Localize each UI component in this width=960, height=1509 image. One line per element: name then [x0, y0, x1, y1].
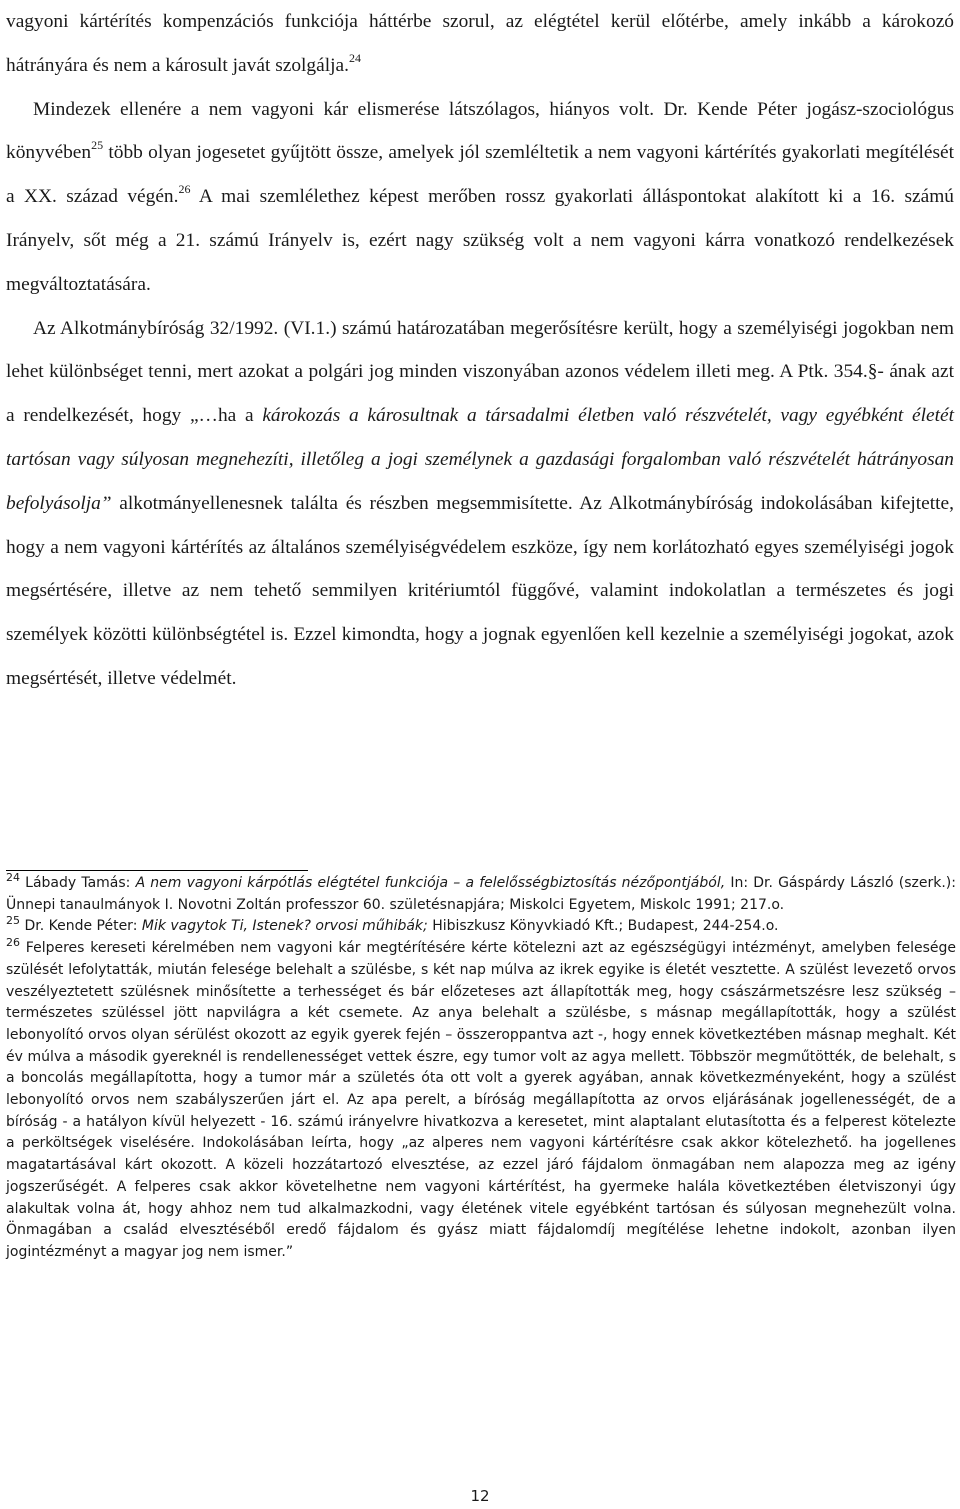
main-text: [6, 0, 954, 701]
paragraph-3: [6, 307, 954, 701]
footnote-24-title: A nem vagyoni kárpótlás elégtétel funkciója – a felelősségbiztosítás nézőpontjából,: [135, 875, 726, 891]
footnote-ref-24: 24: [348, 50, 361, 65]
footnote-25: [6, 916, 956, 938]
paragraph-3-text-a: Az Alkotmánybíróság 32/1992. (VI.1.) számú határozatában megerősítésre került, hogy a személyiségi jogokban nem lehet különbséget tenni, mert azokat a polgári jog minden viszonyában azonos védelem illeti meg. A Ptk. 354.: [6, 317, 954, 383]
footnote-24-number: 24: [6, 871, 20, 884]
footnote-24: [6, 873, 956, 916]
footnote-25-text-a: Dr. Kende Péter:: [20, 918, 142, 935]
quoted-provision: károkozás a károsultnak a társadalmi életben való részvételét, vagy egyébként életét tartósan vagy súlyosan megnehezíti, illetőleg a jogi személynek a gazdasági forgalomban való részvételét hátrányosan befolyásolja”: [6, 405, 954, 514]
footnote-24-text-b: In: Dr. Gáspárdy László (szerk.): Ünnepi tanaulmányok I. Novotni Zoltán professzor 60. születésnapjára; Miskolci Egyetem, Miskolc 1991; 217.o.: [6, 875, 956, 913]
paragraph-1: [6, 0, 954, 88]
paragraph-3-text-b: - ának azt a rendelkezését, hogy „…ha a: [6, 361, 954, 427]
footnotes: [6, 873, 956, 1264]
footnote-26-text: Felperes kereseti kérelmében nem vagyoni kár megtérítésére kérte kötelezni azt az egészségügyi intézményt, amelyben felesége szülését lefolytatták, miután felesége belehalt a szülésbe, s két nap múlva az ikrek egyike is életét vesztette. A szülést levezető orvos veszélyeztetett szülésnek minősítette a terhességet és bár előzeteses azt állapították meg, hogy császármetszésre lesz szükség – természetes szüléssel jött napvilágra a két csemete. Az anya belehalt a szülésbe, s másnap megállapították, hogy a szülést lebonyolító orvos olyan sérülést okozott az egyik gyerek fején – összeroppantva azt -, hogy ennek következtében másnap meghalt. Két év múlva a második gyereknél is rendellenességet vettek észre, egy tumor volt az agya mellett. Többször megműtötték, de belehalt, s a boncolás megállapította, hogy a tumor már a születés óta ott volt a gyerek agyában, annak következményeként, hogy a szülést lebonyolító orvos nem szabályszerűen járt el. Az apa perelt, a bíróság megállapította az orvos eljárásának jogellenességét, de a bíróság - a hatályon kívül helyezett - 16. számú irányelvre hivatkozva a keresetet, mint alaptalant elutasította és a felperest kötelezte a perköltségek viselésére. Indokolásában leírta, hogy „az alperes nem vagyoni kártérítésre csak akkor kötelezhető. ha jogellenes magatartásával kárt okozott. A közeli hozzátartozó elvesztése, az ezzel járó fájdalom önmagában nem alapozza meg az igény jogszerűségét. A felperes csak akkor követelhetne nem vagyoni kártérítést, ha gyermeke halála következtében életviszonyi úgy alakultak volna át, hogy ahhoz nem tud alkalmazkodni, vagy életének vitele egyébként tartósan és súlyosan megnehezült volna. Önmagában a család elvesztéséből eredő fájdalom és gyász miatt fájdalomdíj megítélése lehetne indokolt, azonban ilyen jogintézményt a magyar jog nem ismer.”: [6, 940, 956, 1260]
footnote-26: [6, 938, 956, 1264]
footnote-26-number: 26: [6, 936, 20, 950]
paragraph-2-text-b: több olyan jogesetet gyűjtött össze, amelyek jól szemléltetik a nem vagyoni kártérítés gyakorlati megítélését a XX. század végén.: [6, 142, 954, 208]
footnote-25-title: Mik vagytok Ti, Istenek? orvosi műhibák;: [141, 918, 428, 935]
paragraph-2-text-c: A mai szemlélethez képest merőben rossz gyakorlati álláspontokat alakított ki a 16. számú Irányelv, sőt még a 21. számú Irányelv is, ezért nagy szükség volt a nem vagyoni kárra vonatkozó rendelkezések megváltoztatására.: [6, 186, 954, 295]
paragraph-2: [6, 88, 954, 307]
paragraph-3-text-c: alkotmányellenesnek találta és részben megsemmisítette. Az Alkotmánybíróság indokolásában kifejtette, hogy a nem vagyoni kártérítés az általános személyiségvédelem eszköze, így nem korlátozható egyes személyiségi jogok megsértésére, illetve az nem tehető semmilyen kritériumtól függővé, valamint indokolatlan a természetes és jogi személyek közötti különbségtétel is. Ezzel kimondta, hogy a jognak egyenlően kell kezelnie a személyiségi jogokat, azok megsértését, illetve védelmét.: [6, 492, 954, 689]
footnote-25-number: 25: [6, 914, 20, 928]
footnote-ref-25: 25: [91, 138, 104, 153]
section-sign: §: [867, 361, 878, 383]
page-number: 12: [470, 1487, 490, 1505]
footnote-separator: [6, 870, 308, 871]
footnote-24-text-a: Lábady Tamás:: [20, 875, 136, 891]
paragraph-1-text: vagyoni kártérítés kompenzációs funkciója háttérbe szorul, az elégtétel kerül előtérbe, amely inkább a károkozó hátrányára és nem a károsult javát szolgálja.: [6, 11, 954, 76]
paragraph-2-text-a: Mindezek ellenére a nem vagyoni kár elismerése látszólagos, hiányos volt. Dr. Kende Péter jogász-szociológus könyvében: [6, 98, 954, 164]
footnote-25-text-b: Hibiszkusz Könyvkiadó Kft.; Budapest, 244-254.o.: [427, 918, 779, 935]
footnote-ref-26: 26: [178, 182, 191, 197]
